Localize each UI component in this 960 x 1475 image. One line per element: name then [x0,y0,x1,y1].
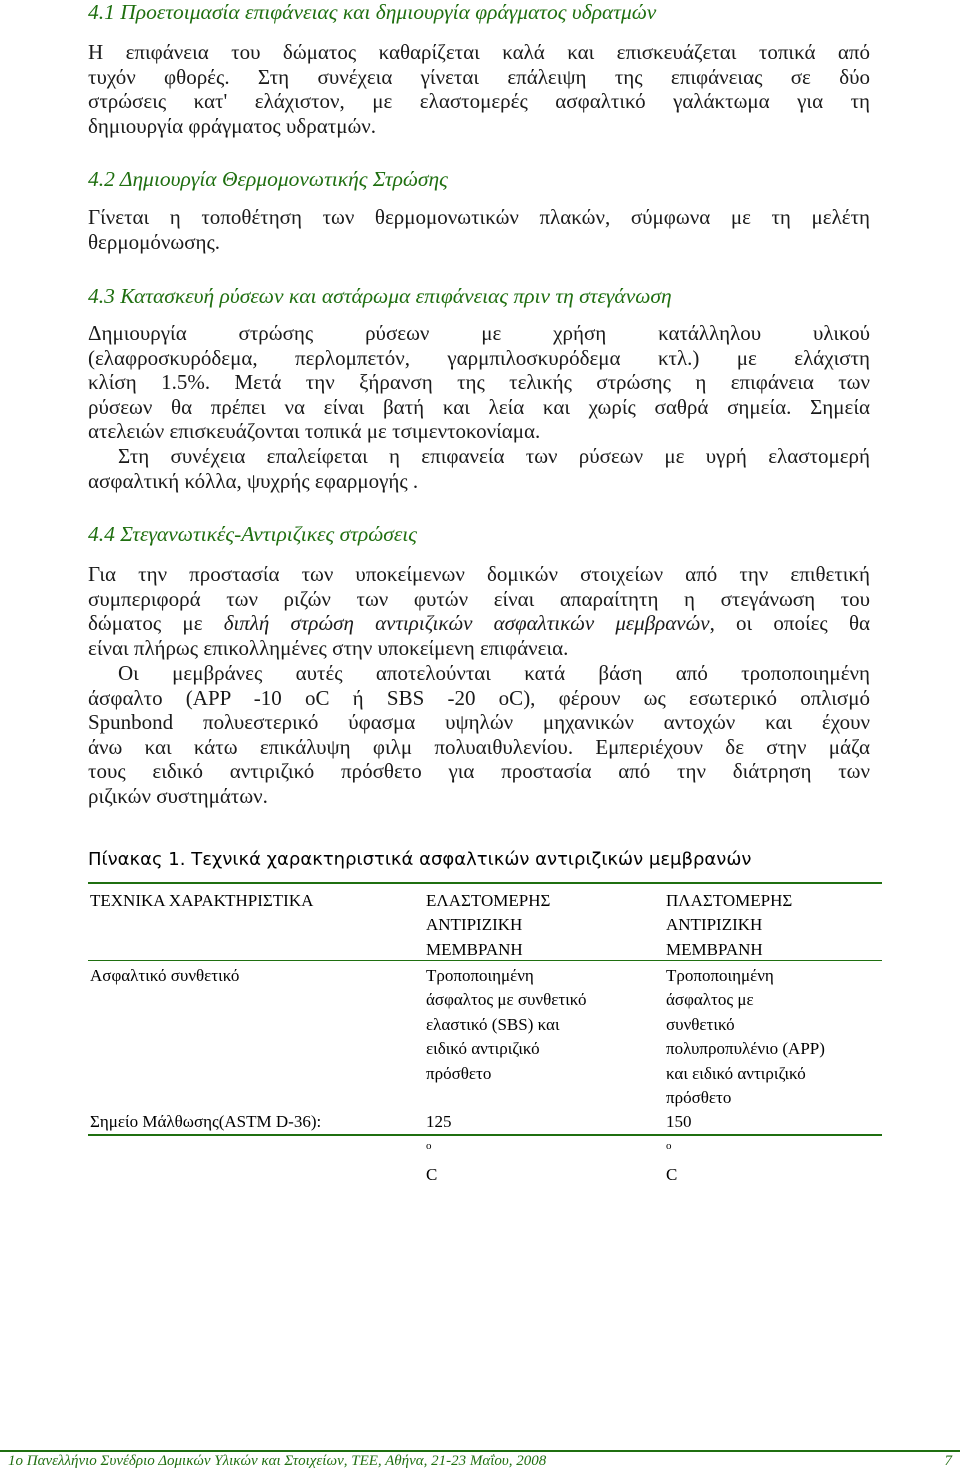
text-line: θερμομόνωσης. [88,229,221,254]
text-line: συμπεριφορά των ριζών των φυτών είναι απαραίτητη η στεγάνωση του [88,586,870,611]
table-header-plastomeric [666,889,792,962]
cell-line: Ασφαλτικό συνθετικό [90,966,240,985]
cell-line: πολυπροπυλένιο (APP) [666,1039,825,1059]
table-row-softening-plastomeric [666,1110,692,1188]
text-line: ασφαλτική κόλλα, ψυχρής εφαρμογής . [88,468,419,493]
cell-line: Τροποποιημένη [666,966,774,985]
text-line: ατελειών επισκευάζονται τοπικά με τσιμεντοκονίαμα. [88,419,541,444]
text-line: Η επιφάνεια του δώματος καθαρίζεται καλά και επισκευάζεται τοπικά από [88,40,870,64]
cell-line: άσφαλτος με [666,990,754,1010]
text-line [88,611,870,636]
value-text: 150 [666,1112,692,1131]
text-line: τους ειδικό αντιριζικό πρόσθετο για προστασία από την διάτρηση των [88,759,870,784]
text-line: Δημιουργία στρώσης ρύσεων με χρήση κατάλληλου υλικού [88,321,870,345]
cell-line: ελαστικό (SBS) και [426,1014,560,1034]
table-row-softening-label [90,1110,321,1134]
text-line: (ελαφροσκυρόδεμα, περλομπετόν, γαρμπιλοσκυρόδεμα κτλ.) με ελάχιστη [88,345,870,370]
cell-line: πρόσθετο [666,1088,732,1108]
cell-line: ΜΕΜΒΡΑΝΗ [426,939,523,959]
table-row-bitumen-plastomeric [666,964,825,1110]
text-line: άνω και κάτω επικάλυψη φιλμ πολυαιθυλενίου. Εμπεριέχουν δε στην μάζα [88,734,870,759]
emphasized-text: διπλή στρώση αντιριζικών ασφαλτικών μεμβρανών [223,611,710,636]
section-4-3-paragraph [88,321,870,493]
section-4-4-title: 4.4 Στεγανωτικές-Αντιριζικες στρώσεις [88,522,417,546]
text-fragment: , οι οποίες θα [709,611,870,636]
section-4-2-paragraph [88,205,870,254]
table-header-rule [88,960,882,961]
cell-line: και ειδικό αντιριζικό [666,1063,806,1083]
cell-line: ΕΛΑΣΤΟΜΕΡΗΣ [426,891,551,910]
cell-line: άσφαλτος με συνθετικό [426,990,587,1010]
cell-line: ΤΕΧΝΙΚΑ ΧΑΡΑΚΤΗΡΙΣΤΙΚΑ [90,891,314,910]
text-line: είναι πλήρως επικολλημένες στην υποκείμενη επιφάνεια. [88,635,569,660]
cell-line [666,1110,692,1188]
text-line: Γίνεται η τοποθέτηση των θερμομονωτικών πλακών, σύμφωνα με τη μελέτη [88,205,870,229]
cell-line: ΜΕΜΒΡΑΝΗ [666,939,763,959]
section-4-4-paragraph-1 [88,562,870,660]
conference-reference: 1ο Πανελλήνιο Συνέδριο Δομικών Υλικών και Στοιχείων, ΤΕΕ, Αθήνα, 21-23 Μαΐου, 2008 [8,1453,547,1469]
section-4-4-paragraph-2 [88,661,870,809]
unit-text: C [426,1165,438,1185]
text-line: δημιουργία φράγματος υδρατμών. [88,113,377,138]
text-line: Για την προστασία των υποκείμενων δομικών στοιχείων από την επιθετική [88,562,870,586]
text-line: Οι μεμβράνες αυτές αποτελούνται κατά βάση από τροποποιημένη [118,661,870,685]
text-line: τυχόν φθορές. Στη συνέχεια γίνεται επάλειψη της επιφάνειας σε δύο [88,64,870,89]
cell-line [426,1110,452,1188]
table-row-bitumen-label [90,964,239,988]
text-line: Στη συνέχεια επαλείφεται η επιφανεία των ρύσεων με υγρή ελαστομερή [118,443,870,468]
cell-line: Τροποποιημένη [426,966,534,985]
text-line: ρύσεων θα πρέπει να είναι βατή και λεία και χωρίς σαθρά σημεία. Σημεία [88,394,870,419]
section-4-1-paragraph [88,40,870,138]
degree-sup: o [426,1140,432,1153]
cell-line: Σημείο Μάλθωσης(ASTM D-36): [90,1112,322,1131]
value-text: 125 [426,1112,452,1131]
cell-line: ειδικό αντιριζικό [426,1039,540,1059]
table-header-characteristics [90,889,313,913]
text-line: στρώσεις κατ' ελάχιστον, με ελαστομερές ασφαλτικό γαλάκτωμα για τη [88,89,870,114]
section-4-2-title: 4.2 Δημιουργία Θερμομονωτικής Στρώσης [88,167,448,191]
table-bottom-rule [88,1134,882,1136]
cell-line: ΑΝΤΙΡΙΖΙΚΗ [426,915,523,935]
cell-line: ΑΝΤΙΡΙΖΙΚΗ [666,915,763,935]
text-line: ριζικών συστημάτων. [88,783,268,808]
section-4-3-title: 4.3 Κατασκευή ρύσεων και αστάρωμα επιφάνειας πριν τη στεγάνωση [88,284,672,308]
text-line: Spunbond πολυεστερικό ύφασμα υψηλών μηχανικών αντοχών και έχουν [88,710,870,735]
cell-line: ΠΛΑΣΤΟΜΕΡΗΣ [666,891,793,910]
text-line: κλίση 1.5%. Μετά την ξήρανση της τελικής στρώσης η επιφάνεια των [88,370,870,395]
page-footer [0,1450,960,1475]
text-line: άσφαλτο (APP -10 oC ή SBS -20 oC), φέρουν ως εσωτερικό οπλισμό [88,685,870,710]
cell-line: πρόσθετο [426,1063,492,1083]
table-row-softening-elastomeric [426,1110,452,1188]
text-fragment: δώματος με [88,611,224,636]
table-caption: Πίνακας 1. Τεχνικά χαρακτηριστικά ασφαλτικών αντιριζικών μεμβρανών [88,849,752,870]
table-top-rule [88,882,882,884]
cell-line: συνθετικό [666,1014,735,1034]
degree-sup: o [666,1140,672,1153]
page-number: 7 [944,1453,952,1469]
unit-text: C [666,1165,678,1185]
table-header-elastomeric [426,889,550,962]
section-4-1-title: 4.1 Προετοιμασία επιφάνειας και δημιουργία φράγματος υδρατμών [88,0,657,24]
table-row-bitumen-elastomeric [426,964,587,1086]
